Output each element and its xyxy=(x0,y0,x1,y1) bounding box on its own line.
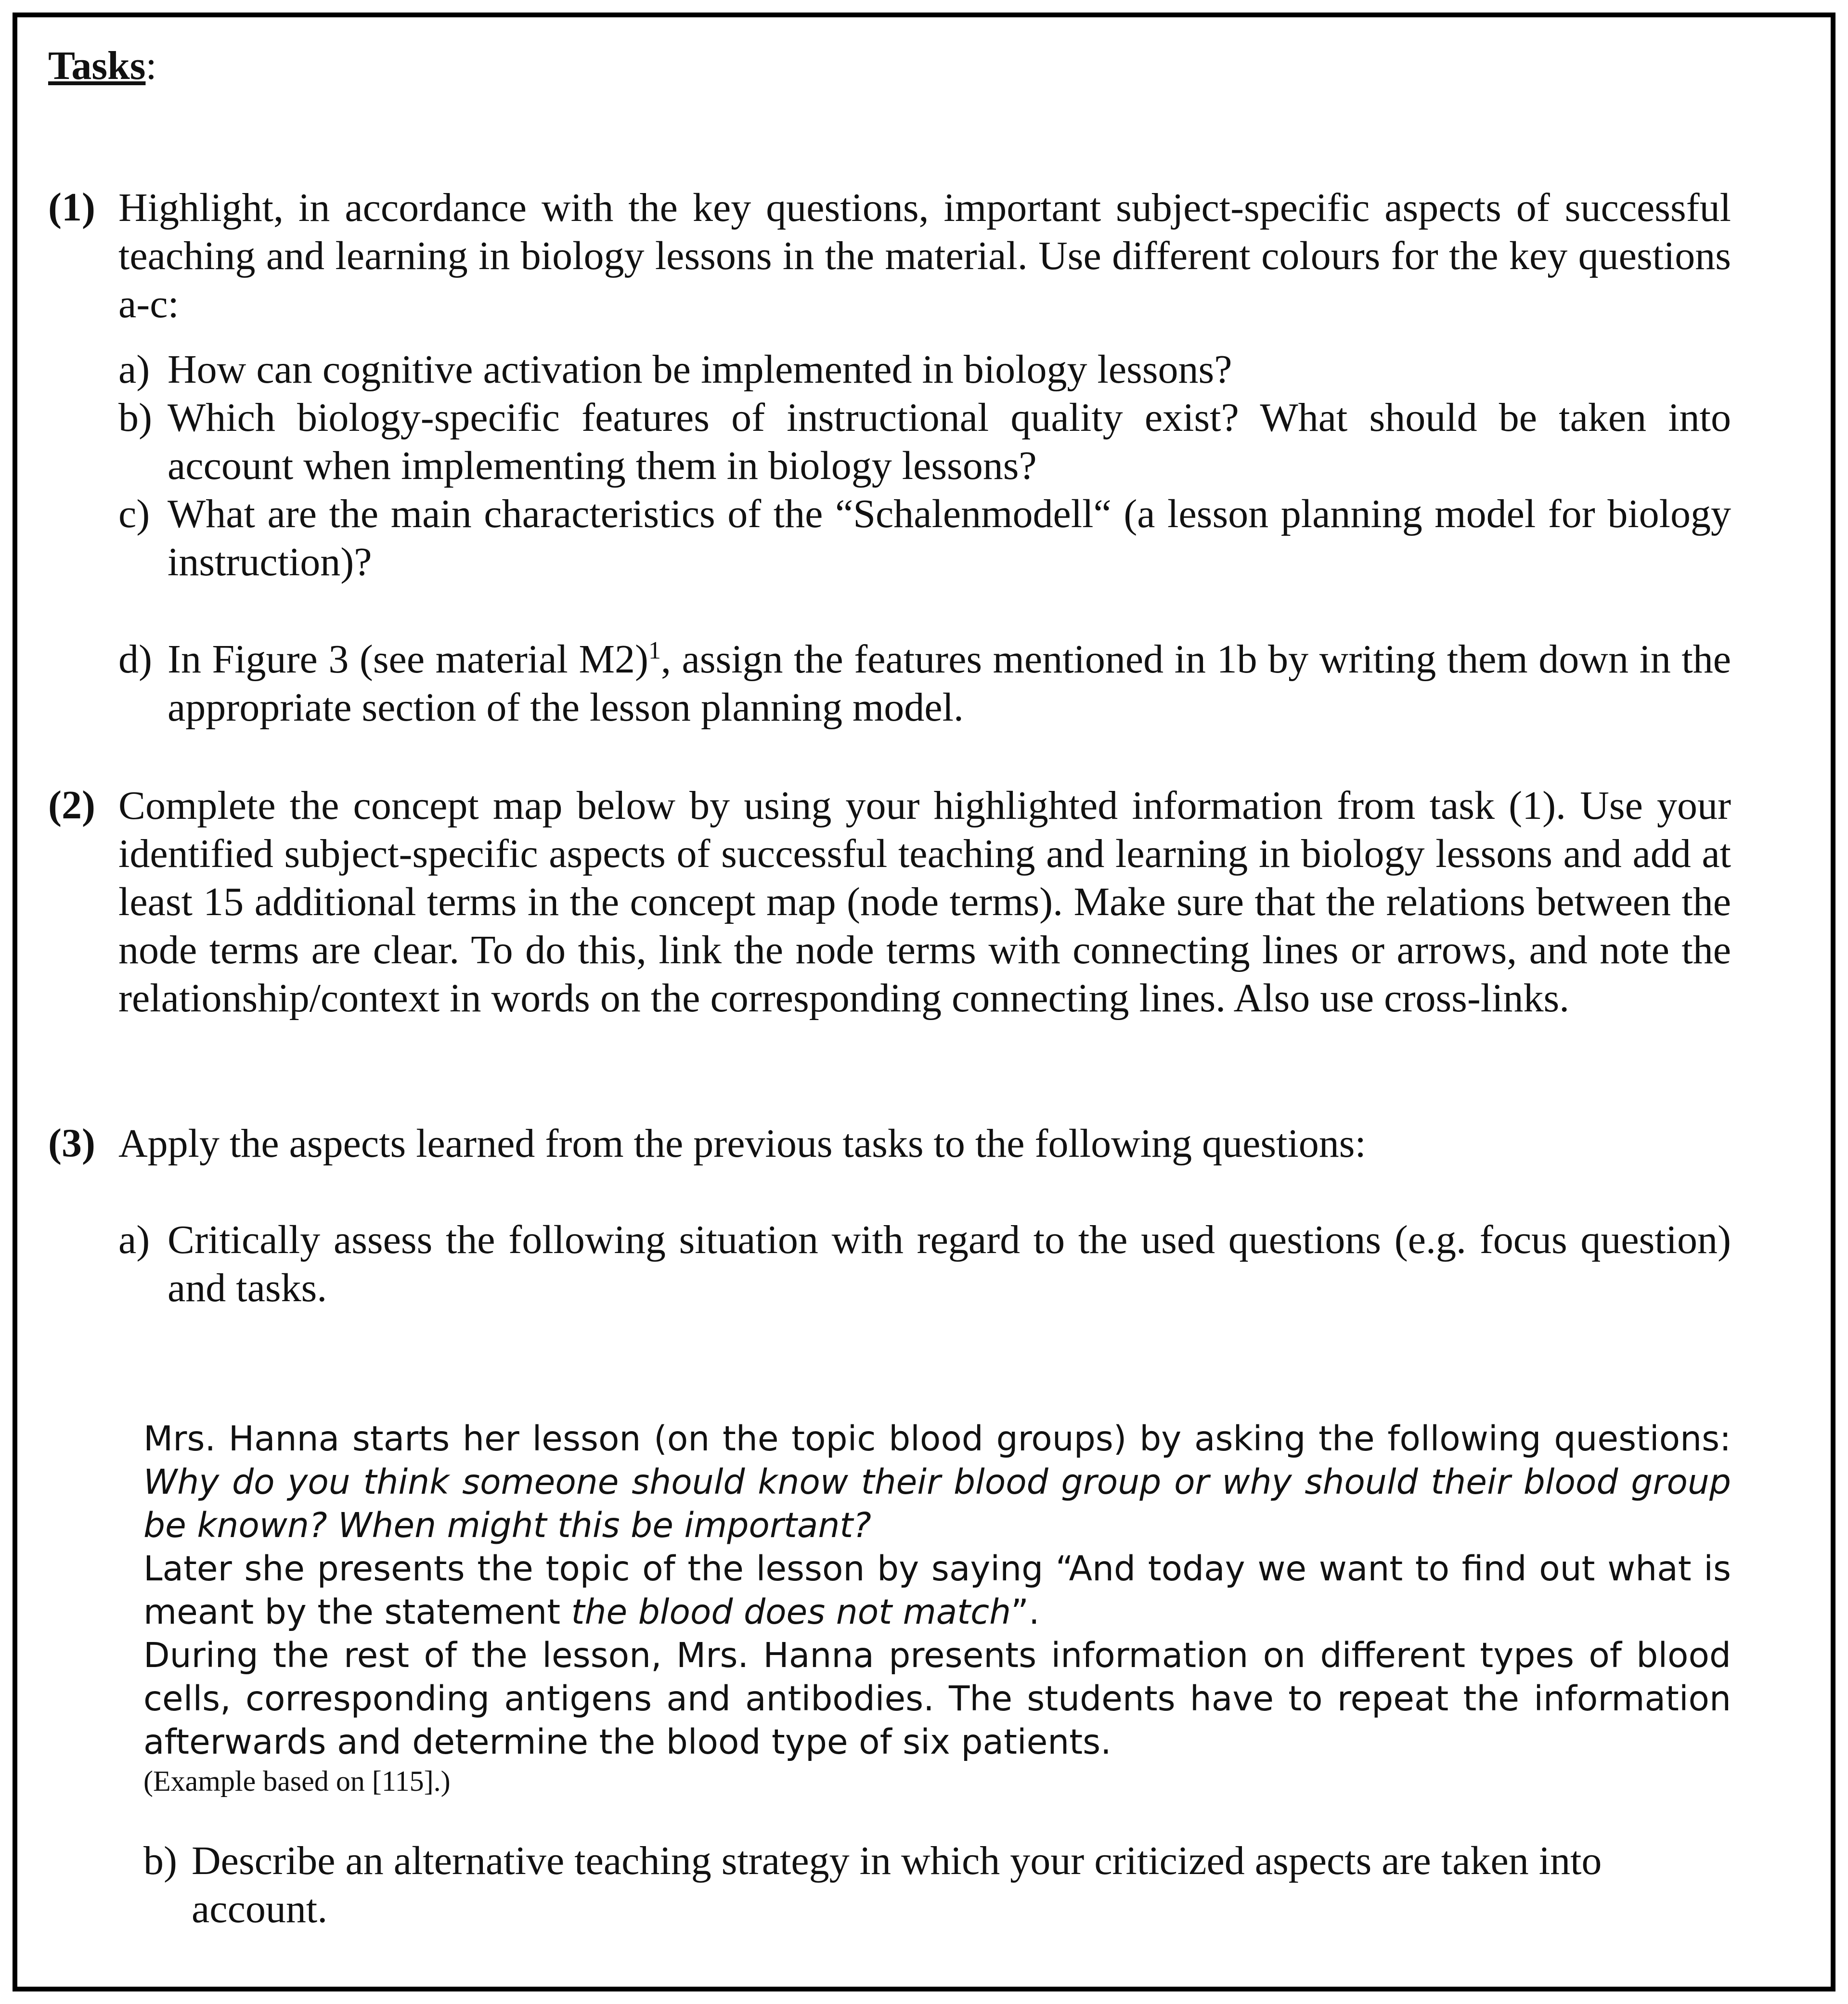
task1-item-b-text: Which biology-specific features of instructional quality exist? What should be taken into account when implementing them in biology lessons? xyxy=(168,395,1731,488)
heading: Tasks: xyxy=(48,43,157,88)
task2-text: Complete the concept map below by using your highlighted information from task (1). Use your identified subject-specific aspects of successful teaching and learning in biology lessons and add at least 15 additional terms in the concept map (node terms). Make sure that the relations between the node terms are clear. To do this, link the node terms with connecting lines or arrows, and note the relationship/context in words on the corresponding connecting lines. Also use cross-links. xyxy=(118,783,1731,1021)
task3-item-a-text: Critically assess the following situation with regard to the used questions (e.g. focus question) and tasks. xyxy=(168,1217,1731,1310)
task3-item-b-label: b) xyxy=(143,1838,177,1883)
scenario-paragraph-3: During the rest of the lesson, Mrs. Hanna presents information on different types of blood cells, corresponding antigens and antibodies. The students have to repeat the information afterwards and determine the blood type of six patients. xyxy=(143,1635,1731,1762)
task3-item-b-text: Describe an alternative teaching strategy in which your criticized aspects are taken into account. xyxy=(192,1838,1602,1931)
scenario-block xyxy=(143,1417,1731,1798)
task1-item-d-label: d) xyxy=(118,637,152,682)
scenario-paragraph-2: Later she presents the topic of the lesson by saying “And today we want to find out what is meant by the statement the blood does not match”. xyxy=(143,1549,1731,1632)
task1-item-c-label: c) xyxy=(118,491,150,536)
task1-number: (1) xyxy=(48,185,95,230)
footnote-marker: 1 xyxy=(648,637,661,664)
task1-item-a-label: a) xyxy=(118,347,150,392)
task1-text: Highlight, in accordance with the key questions, important subject-specific aspects of successful teaching and learning in biology lessons in the material. Use different colours for the key questions a-c: xyxy=(118,185,1731,326)
scenario-citation: (Example based on [115].) xyxy=(143,1765,451,1797)
task1-item-d-text: In Figure 3 (see material M2)$^1$, assign the features mentioned in 1b by writing them down in the appropriate section of the lesson planning model. xyxy=(168,637,1731,730)
task-sheet-frame xyxy=(13,13,1835,1991)
task3-number: (3) xyxy=(48,1121,95,1165)
scenario-paragraph-1: Mrs. Hanna starts her lesson (on the topic blood groups) by asking the following questions: Why do you think someone should know their blood group or why should their blood group be known? When might this be important? xyxy=(143,1419,1731,1545)
task1-item-a-text: How can cognitive activation be implemented in biology lessons? xyxy=(168,347,1232,392)
task1-item-c-text: What are the main characteristics of the “Schalenmodell“ (a lesson planning model for biology instruction)? xyxy=(168,491,1731,584)
task1-item-b-label: b) xyxy=(118,395,152,440)
task3-text: Apply the aspects learned from the previous tasks to the following questions: xyxy=(118,1121,1366,1166)
task2-number: (2) xyxy=(48,783,95,827)
task3-item-a-label: a) xyxy=(118,1217,150,1262)
